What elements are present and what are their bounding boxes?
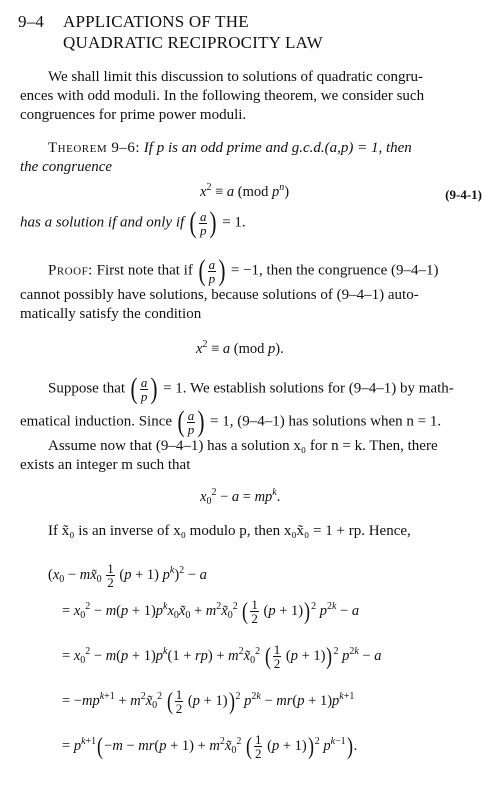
proof-line2: cannot possibly have solutions, because solutions of (9–4–1) auto-	[20, 287, 419, 303]
theorem-statement-b: the congruence	[20, 159, 113, 175]
theorem-after-text: has a solution if and only if	[20, 214, 185, 231]
proof-line1-a: First note that if	[96, 262, 193, 279]
intro-line1: We shall limit this discussion to solutions of quadratic congru-	[48, 69, 423, 85]
intro-line2: ences with odd moduli. In the following theorem, we consider such	[20, 88, 425, 104]
equation-step4: = $-mp^{k+1}$ + $m^2x̃_0^2$ ( $\frac{1}{2}$ (p + 1))$^2$ $p^{2k} - mr(p + 1)p^{k+1}$	[62, 687, 355, 716]
intro-line3: congruences for prime power moduli.	[20, 107, 247, 123]
proof-line3: matically satisfy the condition	[20, 306, 202, 322]
legendre-symbol: ( $\frac{a}{p}$ )	[130, 372, 158, 405]
proof-line8: If x̃₀ is an inverse of x₀ modulo p, then x₀x̃₀ = 1 + rp. Hence,	[48, 523, 411, 539]
legendre-symbol: ( $\frac{a}{p}$ )	[198, 254, 226, 287]
theorem-after-value: = 1.	[222, 214, 246, 231]
theorem-label: Theorem 9–6:	[48, 140, 141, 156]
equation-step2: = $x_0^2 - m(p$ + $1)p^kx_0x̃_0$ + $m^2x̃_0^2$ ( $\frac{1}{2}$ (p + 1))$^2$ $p^{2k} - a$	[62, 597, 360, 626]
proof-line4-b: = 1. We establish solutions for (9–4–1) by math-	[163, 380, 454, 397]
proof-line4	[48, 374, 454, 404]
proof-line6: Assume now that (9–4–1) has a solution x₀ for n = k. Then, there	[48, 438, 438, 454]
equation-induction: $x_0^2 - a = mp^k$.	[200, 487, 281, 507]
proof-line7: exists an integer m such that	[20, 457, 191, 473]
equation-mod-p: $x^2 \equiv a$ (mod p).	[196, 339, 284, 357]
proof-line5-b: = 1, (9–4–1) has solutions when n = 1.	[210, 413, 442, 430]
equation-step3: = $x_0^2 - m(p + 1)p^k(1 + rp)$ + $m^2x̃_0^2$ ( $\frac{1}{2}$ (p + 1))$^2$ $p^{2k} - a$	[62, 642, 382, 671]
section-number: 9–4	[18, 12, 45, 31]
proof-line4-a: Suppose that	[48, 380, 126, 397]
legendre-symbol: ( $\frac{a}{p}$ )	[177, 405, 205, 438]
section-title-line1: APPLICATIONS OF THE	[63, 12, 249, 31]
legendre-symbol: ( $\frac{a}{p}$ )	[189, 206, 217, 239]
theorem-line1	[48, 139, 412, 158]
proof-line1	[48, 256, 439, 286]
proof-line1-b: = −1, then the congruence (9–4–1)	[230, 262, 439, 279]
theorem-conclusion	[20, 208, 246, 238]
section-heading	[18, 12, 249, 31]
equation-number: (9-4-1)	[445, 187, 482, 202]
proof-line5	[20, 407, 441, 437]
equation-9-4-1: $x^2 \equiv a$ (mod $p^n$)	[200, 182, 290, 200]
equation-step1: ($x_0$ − $mx̃_0$ $\frac{1}{2}$ (p + 1) $p^k)^2 - a$	[48, 561, 207, 590]
equation-step5: = $p^{k+1}(-m - mr(p + 1)$ + $m^2x̃_0^2$ ( $\frac{1}{2}$ (p + 1))$^2$ $p^{k-1}$).	[62, 732, 358, 761]
proof-line5-a: ematical induction. Since	[20, 413, 173, 430]
section-title-line2: QUADRATIC RECIPROCITY LAW	[63, 33, 323, 52]
proof-label: Proof:	[48, 262, 93, 279]
theorem-statement-a: If p is an odd prime and g.c.d.(a,p) = 1, then	[143, 140, 412, 156]
